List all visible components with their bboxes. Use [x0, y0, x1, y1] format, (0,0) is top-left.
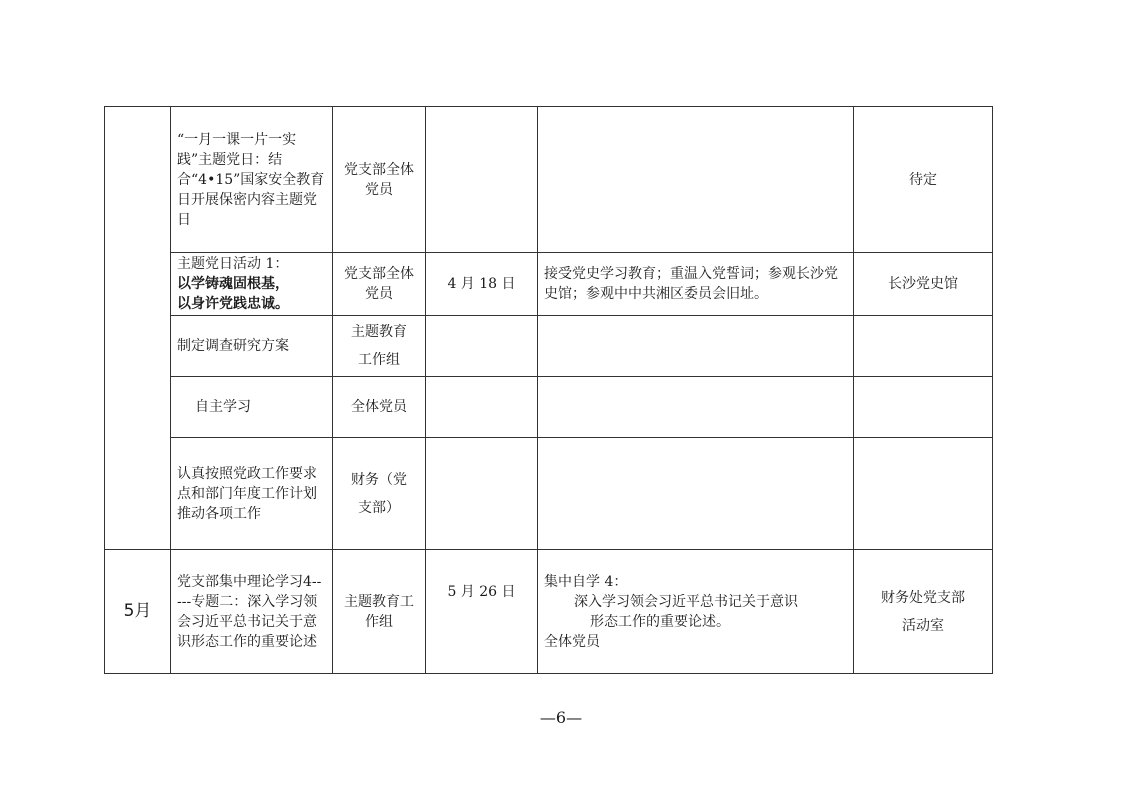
- participants-cell: [333, 316, 426, 377]
- content-cell: “一月一课一片一实践”主题党日：结合“4•15”国家安全教育日开展保密内容主题党日: [171, 107, 333, 253]
- month-cell: [105, 550, 171, 674]
- activity-title: 主题党日活动 1：: [177, 256, 289, 272]
- location-line: 活动室: [902, 617, 944, 634]
- schedule-table: [104, 106, 993, 674]
- participants-cell: 党支部全体党员: [333, 107, 426, 253]
- date-cell: [426, 107, 538, 253]
- location-cell: 待定: [854, 107, 993, 253]
- content-cell: 党支部集中理论学习4-----专题二：深入学习领会习近平总书记关于意识形态工作的重要论述: [171, 550, 333, 674]
- location-cell: [854, 550, 993, 674]
- month-label: 5月: [123, 601, 152, 621]
- date-cell: [426, 377, 538, 438]
- detail-cell: [538, 316, 854, 377]
- detail-cell: [538, 438, 854, 550]
- date-cell: [426, 438, 538, 550]
- month-cell: [105, 107, 171, 550]
- participants-cell: 党支部全体党员: [333, 253, 426, 316]
- table-row: [105, 253, 993, 316]
- content-cell: [171, 253, 333, 316]
- table-row: [105, 107, 993, 253]
- table-row: [105, 316, 993, 377]
- date-cell: 4 月 18 日: [426, 253, 538, 316]
- content-cell: 制定调查研究方案: [171, 316, 333, 377]
- activity-slogan-line: 以学铸魂固根基，: [177, 276, 289, 292]
- activity-slogan-line: 以身许党践忠诚。: [177, 296, 289, 312]
- page-number: —6—: [539, 708, 583, 727]
- location-cell: [854, 316, 993, 377]
- content-cell: 认真按照党政工作要求点和部门年度工作计划推动各项工作: [171, 438, 333, 550]
- detail-cell: [538, 377, 854, 438]
- detail-cell: [538, 107, 854, 253]
- participants-line: 支部）: [358, 499, 400, 516]
- detail-cell: 接受党史学习教育；重温入党誓词；参观长沙党史馆；参观中中共湘区委员会旧址。: [538, 253, 854, 316]
- participants-cell: 主题教育工作组: [333, 550, 426, 674]
- content-cell: 自主学习: [171, 377, 333, 438]
- table-row: [105, 377, 993, 438]
- participants-cell: [333, 438, 426, 550]
- location-cell: 长沙党史馆: [854, 253, 993, 316]
- participants-line: 财务（党: [351, 471, 407, 488]
- table-row: [105, 550, 993, 674]
- date-cell: 5 月 26 日: [426, 550, 538, 674]
- table-row: [105, 438, 993, 550]
- location-cell: [854, 438, 993, 550]
- location-cell: [854, 377, 993, 438]
- detail-line: 全体党员: [544, 633, 600, 650]
- participants-cell: 全体党员: [333, 377, 426, 438]
- participants-line: 工作组: [358, 352, 400, 368]
- detail-line: 形态工作的重要论述。: [590, 613, 730, 630]
- date-cell: [426, 316, 538, 377]
- detail-line: 深入学习领会习近平总书记关于意识: [574, 593, 798, 610]
- detail-cell: [538, 550, 854, 674]
- participants-line: 主题教育: [351, 324, 407, 340]
- location-line: 财务处党支部: [881, 589, 965, 606]
- detail-line: 集中自学 4：: [544, 573, 628, 590]
